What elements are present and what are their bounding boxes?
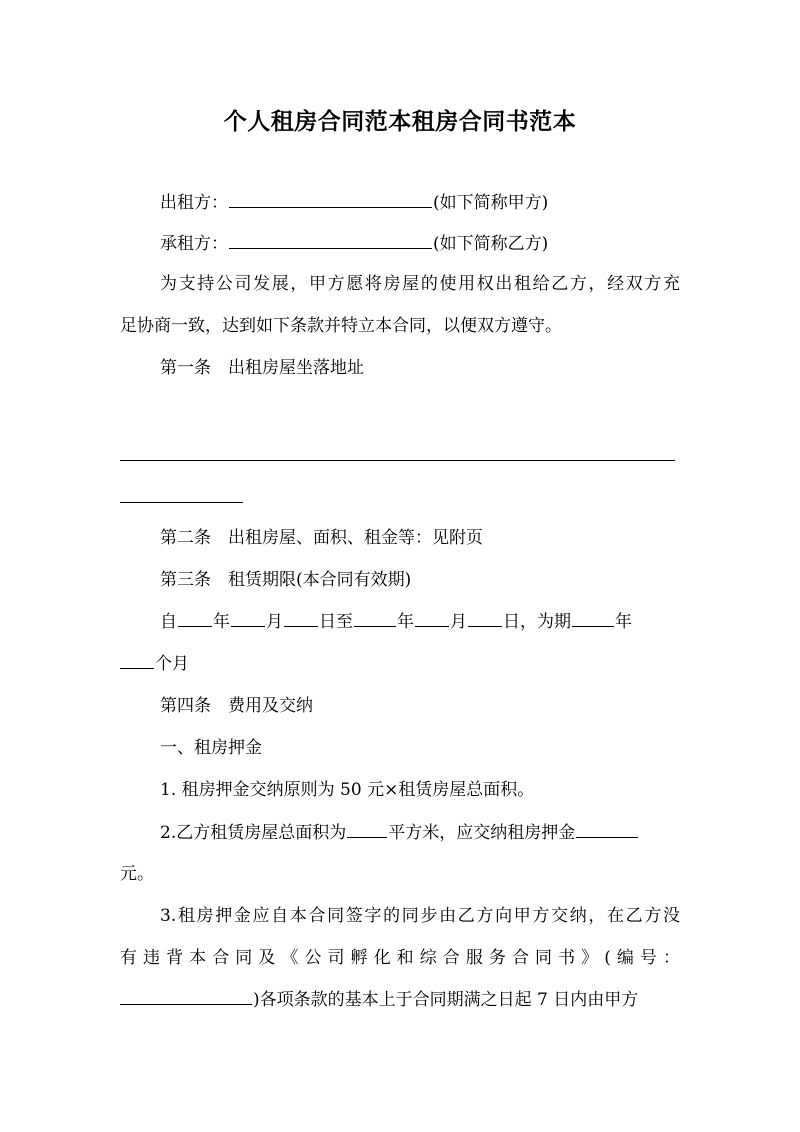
period-day-for: 日，为期 [503, 612, 571, 632]
end-day-blank [468, 610, 502, 627]
period-day-to: 日至 [319, 612, 353, 632]
deposit-amount-blank [576, 821, 638, 838]
item-2-line [160, 821, 639, 845]
period-year-2: 年 [397, 612, 414, 632]
item-1: 1. 租房押金交纳原则为 50 元×租赁房屋总面积。 [160, 780, 535, 800]
end-month-blank [415, 610, 449, 627]
period-month-2: 月 [450, 612, 467, 632]
lessor-label: 出租方： [160, 193, 228, 213]
intro-line-1: 为支持公司发展，甲方愿将房屋的使用权出租给乙方，经双方充 [160, 274, 680, 294]
article-2: 第二条 出租房屋、面积、租金等：见附页 [160, 528, 483, 548]
item-3-line-3 [120, 988, 638, 1012]
contract-number-blank [120, 988, 252, 1005]
section-1-heading: 一、租房押金 [160, 738, 262, 758]
lessee-suffix: (如下简称乙方) [433, 234, 549, 254]
lessee-line [160, 232, 548, 256]
item-2-part-c: 元。 [120, 864, 154, 884]
period-month-1: 月 [266, 612, 283, 632]
lessor-blank [229, 191, 432, 208]
period-year-3: 年 [615, 612, 632, 632]
lessee-blank [229, 232, 432, 249]
end-year-blank [354, 610, 396, 627]
period-line-2 [120, 652, 189, 676]
document-title: 个人租房合同范本租房合同书范本 [223, 108, 577, 135]
lessor-suffix: (如下简称甲方) [433, 193, 549, 213]
article-4: 第四条 费用及交纳 [160, 696, 313, 716]
duration-month-blank [120, 652, 154, 669]
start-year-blank [178, 610, 212, 627]
intro-line-2: 足协商一致，达到如下条款并特立本合同，以便双方遵守。 [120, 316, 562, 336]
start-month-blank [231, 610, 265, 627]
item-3-line-2: 有违背本合同及《公司孵化和综合服务合同书》(编号： [120, 948, 680, 968]
item-3-line-1: 3.租房押金应自本合同签字的同步由乙方向甲方交纳，在乙方没 [160, 906, 680, 926]
period-from: 自 [160, 612, 177, 632]
area-blank [347, 821, 387, 838]
period-line [160, 610, 632, 634]
lessor-line [160, 191, 548, 215]
article-1: 第一条 出租房屋坐落地址 [160, 358, 364, 378]
address-blank-line-2 [120, 502, 243, 503]
item-2-part-b: 平方米，应交纳租房押金 [388, 823, 576, 843]
address-blank-line-1 [120, 460, 675, 461]
period-year-1: 年 [213, 612, 230, 632]
article-3: 第三条 租赁期限(本合同有效期) [160, 570, 412, 590]
item-2-part-a: 2.乙方租赁房屋总面积为 [160, 823, 347, 843]
item-3-line-3-text: )各项条款的基本上于合同期满之日起 7 日内由甲方 [253, 990, 639, 1010]
period-months: 个月 [155, 654, 189, 674]
duration-year-blank [572, 610, 614, 627]
start-day-blank [284, 610, 318, 627]
lessee-label: 承租方： [160, 234, 228, 254]
